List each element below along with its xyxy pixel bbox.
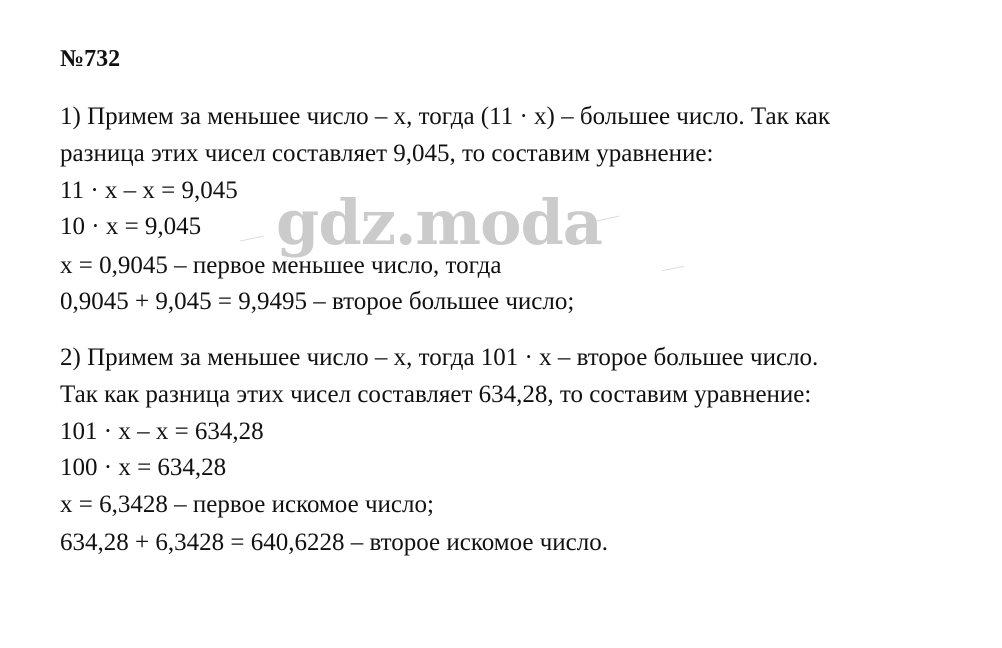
problem-number: №732	[60, 46, 121, 72]
part2-equation-1: 101 · x – x = 634,28	[60, 418, 264, 445]
part1-equation-1: 11 · x – x = 9,045	[60, 177, 238, 204]
watermark-logo: gdz.moda	[276, 186, 602, 259]
part2-line-1: 2) Примем за меньшее число – x, тогда 101 · x – второе большее число.	[60, 344, 819, 371]
part2-result-1: x = 6,3428 – первое искомое число;	[60, 491, 434, 518]
part1-line-2: разница этих чисел составляет 9,045, то составим уравнение:	[60, 140, 714, 167]
part2-equation-2: 100 · x = 634,28	[60, 454, 227, 481]
part1-result-2: 0,9045 + 9,045 = 9,9495 – второе большее число;	[60, 288, 575, 315]
part2-line-2: Так как разница этих чисел составляет 634,28, то составим уравнение:	[60, 381, 812, 408]
part2-result-2: 634,28 + 6,3428 = 640,6228 – второе искомое число.	[60, 529, 608, 556]
watermark-stroke	[240, 236, 264, 242]
part1-result-1: x = 0,9045 – первое меньшее число, тогда	[60, 252, 502, 279]
part1-line-1: 1) Примем за меньшее число – x, тогда (11 · x) – большее число. Так как	[60, 103, 830, 130]
watermark-stroke	[662, 266, 684, 272]
part1-equation-2: 10 · x = 9,045	[60, 213, 202, 240]
